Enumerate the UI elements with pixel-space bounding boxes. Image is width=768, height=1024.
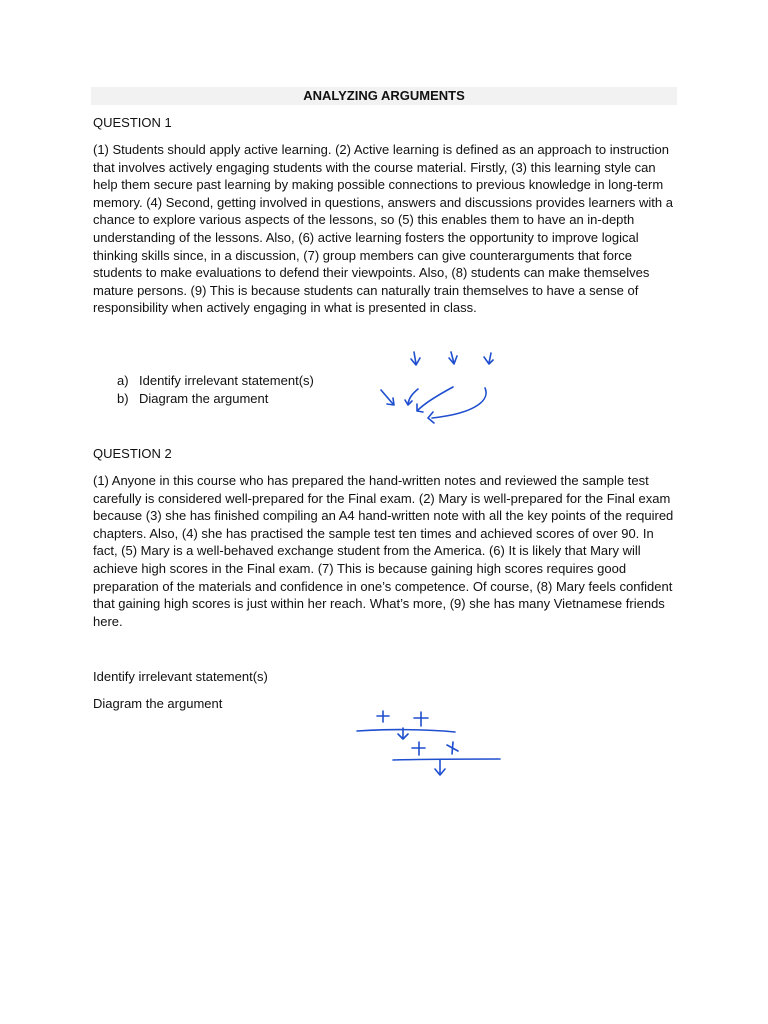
underline-stroke	[357, 730, 455, 732]
down-arrow-icon	[398, 728, 408, 739]
cross-sign-icon	[447, 742, 458, 754]
question-1-text: (1) Students should apply active learning. (2) Active learning is defined as an approach to instruction that involves actively engaging students with the course material. Firstly, (3) this learning style can help them secure past learning by making possible connections to previous knowledge in long-term memory. (4) Second, getting involved in questions, answers and discussions provides learners with a chance to explore various aspects of the lessons, so (5) this enables them to have an in-depth understanding of the lessons. Also, (6) active learning fosters the opportunity to improve logical thinking skills since, in a discussion, (7) group members can give counterarguments that force students to make evaluations to defend their viewpoints. Also, (8) students can make themselves mature persons. (9) This is because students can naturally train themselves to have a sense of responsibility when actively engaging in what is presented in class.	[93, 142, 673, 316]
task-b-text: Diagram the argument	[139, 391, 269, 406]
page-title: ANALYZING ARGUMENTS	[91, 87, 677, 105]
question-1-task-a	[117, 372, 314, 390]
question-1-heading: QUESTION 1	[93, 115, 172, 130]
plus-sign-icon	[414, 712, 428, 726]
down-arrow-icon	[435, 760, 445, 775]
converging-arrow-icon	[417, 387, 453, 412]
question-2-task-irrelevant: Identify irrelevant statement(s)	[93, 669, 268, 684]
down-arrow-icon	[411, 352, 420, 365]
plus-sign-icon	[377, 711, 389, 722]
converging-arrow-icon	[405, 389, 418, 405]
question-1-task-b	[117, 390, 268, 408]
task-b-marker: b)	[117, 391, 129, 406]
down-arrow-icon	[449, 352, 457, 364]
task-a-text: Identify irrelevant statement(s)	[139, 373, 314, 388]
plus-sign-icon	[412, 742, 425, 755]
diagonal-arrow-icon	[381, 390, 394, 405]
question-2-task-diagram: Diagram the argument	[93, 696, 223, 711]
underline-stroke	[393, 759, 500, 760]
question-2-heading: QUESTION 2	[93, 446, 172, 461]
curved-arrow-icon	[428, 388, 486, 423]
task-a-marker: a)	[117, 373, 129, 388]
down-arrow-icon	[484, 353, 493, 364]
question-2-text: (1) Anyone in this course who has prepared the hand-written notes and reviewed the sample test carefully is considered well-prepared for the Final exam. (2) Mary is well-prepared for the Final exam because (3) she has finished compiling an A4 hand-written note with all the key points of the required chapters. Also, (4) she has practised the sample test ten times and achieved scores of over 90. In fact, (5) Mary is a well-behaved exchange student from the America. (6) It is likely that Mary will achieve high scores in the Final exam. (7) This is because gaining high scores requires good preparation of the materials and confidence in one’s competence. Of course, (8) Mary feels confident that gaining high scores is just within her reach. What’s more, (9) she has many Vietnamese friends here.	[93, 473, 674, 629]
